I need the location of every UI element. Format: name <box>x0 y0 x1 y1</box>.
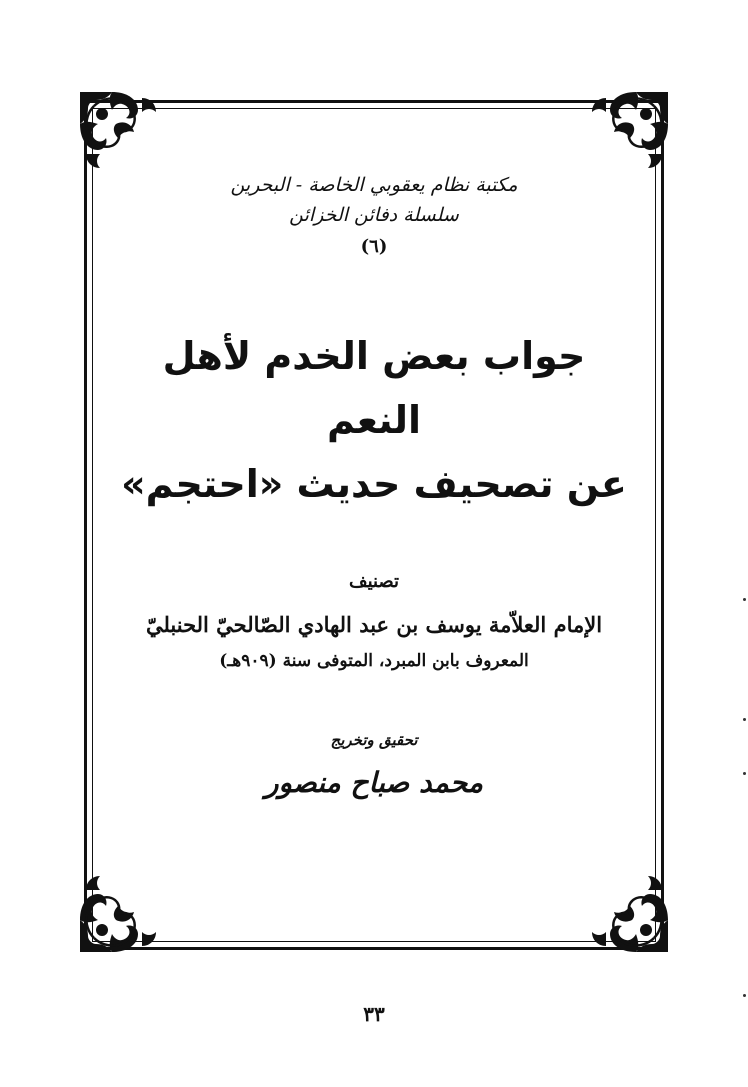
scan-edge-mark <box>743 718 746 721</box>
book-title-line-2: عن تصحيف حديث «احتجم» <box>121 462 627 506</box>
scan-edge-mark <box>743 994 746 997</box>
page-number: ٣٣ <box>363 1002 385 1026</box>
scan-edge-mark <box>743 772 746 775</box>
author-name: الإمام العلاّمة يوسف بن عبد الهادي الصّالحيّ الحنبليّ <box>145 612 603 637</box>
book-title-line-1: جواب بعض الخدم لأهل النعم <box>162 334 586 442</box>
corner-ornament-icon <box>584 84 676 176</box>
library-name: مكتبة نظام يعقوبي الخاصة - البحرين <box>230 174 518 196</box>
corner-ornament-icon <box>72 868 164 960</box>
editing-label: تحقيق وتخريج <box>330 731 418 749</box>
series-number: (٦) <box>360 236 388 257</box>
author-known-as: المعروف بابن المبرد، المتوفى سنة (٩٠٩هـ) <box>219 651 529 671</box>
series-name: سلسلة دفائن الخزائن <box>289 204 459 226</box>
editor-name: محمد صباح منصور <box>265 766 483 799</box>
authored-by-label: تصنيف <box>348 571 400 592</box>
title-page-content <box>110 170 638 804</box>
book-title <box>110 324 638 516</box>
corner-ornament-icon <box>72 84 164 176</box>
scan-edge-mark <box>743 598 746 601</box>
corner-ornament-icon <box>584 868 676 960</box>
